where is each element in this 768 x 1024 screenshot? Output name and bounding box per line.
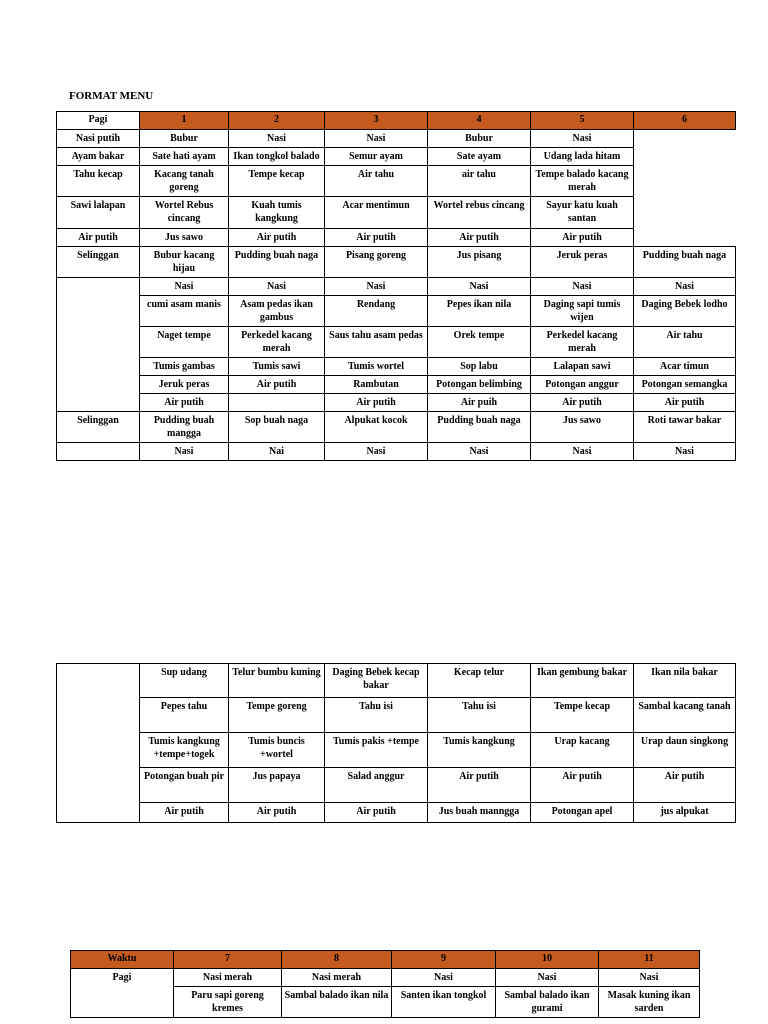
menu-cell: Tempe kecap [229, 166, 325, 197]
menu-cell: Acar mentimun [325, 197, 428, 229]
menu-cell: Sambal balado ikan nila [282, 987, 392, 1018]
menu-cell: Saus tahu asam pedas [325, 327, 428, 358]
menu-cell: Pepes ikan nila [428, 296, 531, 327]
menu-cell: Tumis buncis +wortel [229, 733, 325, 768]
menu-cell: Jeruk peras [531, 247, 634, 278]
menu-cell: Nasi [229, 130, 325, 148]
meal-time-label [57, 443, 140, 461]
menu-cell: Sayur katu kuah santan [531, 197, 634, 229]
menu-cell: Ayam bakar [57, 148, 140, 166]
table-row [57, 278, 736, 296]
table-row [57, 327, 736, 358]
menu-cell: Jus papaya [229, 768, 325, 803]
menu-cell: Kecap telur [428, 664, 531, 698]
day-header: 4 [428, 112, 531, 130]
table-row [57, 166, 736, 197]
menu-cell: Potongan buah pir [140, 768, 229, 803]
table-row [57, 698, 736, 733]
menu-cell: Tumis kangkung +tempe+togek [140, 733, 229, 768]
meal-time-label: Selinggan [57, 412, 140, 443]
menu-cell: Nasi [634, 443, 736, 461]
menu-cell: Air putih [531, 768, 634, 803]
menu-cell: Nasi merah [174, 969, 282, 987]
menu-cell: Air tahu [325, 166, 428, 197]
menu-table-1 [56, 111, 736, 461]
menu-cell: Sate ayam [428, 148, 531, 166]
menu-cell: Ikan gembung bakar [531, 664, 634, 698]
menu-cell: Tumis pakis +tempe [325, 733, 428, 768]
menu-cell: Air putih [531, 229, 634, 247]
day-header: 9 [392, 951, 496, 969]
menu-cell: Paru sapi goreng kremes [174, 987, 282, 1018]
menu-cell: Nasi [531, 278, 634, 296]
menu-cell: Air putih [634, 394, 736, 412]
table-row [57, 130, 736, 148]
menu-cell: Pudding buah naga [428, 412, 531, 443]
menu-cell: Potongan anggur [531, 376, 634, 394]
menu-cell: Santen ikan tongkol [392, 987, 496, 1018]
menu-cell: Perkedel kacang merah [229, 327, 325, 358]
menu-cell: Jus buah manngga [428, 803, 531, 823]
menu-cell: Nasi [531, 443, 634, 461]
menu-cell: Sambal kacang tanah [634, 698, 736, 733]
menu-cell: Air putih [229, 376, 325, 394]
table-header-row [71, 951, 700, 969]
menu-cell: Orek tempe [428, 327, 531, 358]
menu-cell: Nasi [428, 278, 531, 296]
table-row [57, 247, 736, 278]
menu-cell: Daging Bebek kecap bakar [325, 664, 428, 698]
menu-cell: Udang lada hitam [531, 148, 634, 166]
menu-cell: Tempe kecap [531, 698, 634, 733]
menu-cell: Jeruk peras [140, 376, 229, 394]
day-header: 7 [174, 951, 282, 969]
waktu-header: Waktu [71, 951, 174, 969]
menu-cell: Alpukat kocok [325, 412, 428, 443]
menu-cell: Air putih [57, 229, 140, 247]
menu-cell: Bubur [428, 130, 531, 148]
menu-cell: Sambal balado ikan gurami [496, 987, 599, 1018]
page-title: FORMAT MENU [69, 90, 154, 102]
meal-time-label: Pagi [57, 112, 140, 130]
menu-cell: Kacang tanah goreng [140, 166, 229, 197]
menu-cell: Nasi [229, 278, 325, 296]
menu-cell: Nasi [599, 969, 700, 987]
menu-cell: Sup udang [140, 664, 229, 698]
table-row [57, 197, 736, 229]
table-row [57, 664, 736, 698]
day-header: 6 [634, 112, 736, 130]
menu-cell: Nasi [634, 278, 736, 296]
menu-cell: Lalapan sawi [531, 358, 634, 376]
menu-cell: Pudding buah mangga [140, 412, 229, 443]
table-row [57, 803, 736, 823]
table-row [57, 148, 736, 166]
menu-cell: Perkedel kacang merah [531, 327, 634, 358]
menu-cell: Potongan belimbing [428, 376, 531, 394]
menu-cell: Ikan tongkol balado [229, 148, 325, 166]
menu-cell: Jus sawo [140, 229, 229, 247]
menu-cell: Jus pisang [428, 247, 531, 278]
menu-cell: Semur ayam [325, 148, 428, 166]
table-row [57, 296, 736, 327]
menu-cell: Naget tempe [140, 327, 229, 358]
menu-cell: Wortel rebus cincang [428, 197, 531, 229]
day-header: 2 [229, 112, 325, 130]
menu-cell: Jus sawo [531, 412, 634, 443]
menu-cell: Nasi [140, 443, 229, 461]
menu-cell: Air putih [634, 768, 736, 803]
table-row [57, 229, 736, 247]
menu-cell: Air putih [140, 803, 229, 823]
menu-cell: Air puih [428, 394, 531, 412]
table-row [57, 394, 736, 412]
menu-cell: Sop buah naga [229, 412, 325, 443]
menu-cell: Nasi [392, 969, 496, 987]
meal-time-label [57, 664, 140, 823]
menu-cell: Tumis wortel [325, 358, 428, 376]
menu-cell: Tempe goreng [229, 698, 325, 733]
menu-cell: Bubur [140, 130, 229, 148]
menu-cell: Rambutan [325, 376, 428, 394]
table-row [57, 733, 736, 768]
day-header: 10 [496, 951, 599, 969]
menu-cell: Nasi [325, 443, 428, 461]
table-row [57, 376, 736, 394]
menu-cell: Nasi [428, 443, 531, 461]
menu-cell: Ikan nila bakar [634, 664, 736, 698]
menu-cell: Nasi [496, 969, 599, 987]
menu-cell: Rendang [325, 296, 428, 327]
menu-cell: jus alpukat [634, 803, 736, 823]
table-row [57, 443, 736, 461]
menu-cell: Telur bumbu kuning [229, 664, 325, 698]
menu-cell: Air putih [325, 394, 428, 412]
menu-cell: Tumis kangkung [428, 733, 531, 768]
menu-cell: Sate hati ayam [140, 148, 229, 166]
menu-cell: Nasi putih [57, 130, 140, 148]
menu-cell: Pepes tahu [140, 698, 229, 733]
menu-cell: Potongan semangka [634, 376, 736, 394]
day-header: 5 [531, 112, 634, 130]
menu-cell: Air putih [140, 394, 229, 412]
menu-cell: Urap kacang [531, 733, 634, 768]
menu-cell: Pisang goreng [325, 247, 428, 278]
menu-cell: Air putih [229, 229, 325, 247]
menu-cell: air tahu [428, 166, 531, 197]
menu-cell: Sawi lalapan [57, 197, 140, 229]
menu-cell: Air putih [531, 394, 634, 412]
menu-cell: Asam pedas ikan gambus [229, 296, 325, 327]
menu-cell: Sop labu [428, 358, 531, 376]
menu-cell: Air putih [428, 229, 531, 247]
menu-cell: Tahu isi [428, 698, 531, 733]
menu-cell: Daging Bebek lodho [634, 296, 736, 327]
menu-cell: Air putih [229, 803, 325, 823]
menu-cell: Tempe balado kacang merah [531, 166, 634, 197]
menu-cell: Nasi [531, 130, 634, 148]
menu-cell: Tahu isi [325, 698, 428, 733]
menu-cell: Nasi [140, 278, 229, 296]
menu-cell: Kuah tumis kangkung [229, 197, 325, 229]
table-row [57, 768, 736, 803]
menu-cell: Roti tawar bakar [634, 412, 736, 443]
menu-table-3 [70, 950, 700, 1018]
table-header-row [57, 112, 736, 130]
table-row [57, 358, 736, 376]
day-header: 11 [599, 951, 700, 969]
table-row [57, 412, 736, 443]
menu-cell: Tahu kecap [57, 166, 140, 197]
menu-cell: Air putih [428, 768, 531, 803]
day-header: 8 [282, 951, 392, 969]
menu-cell: Nasi [325, 130, 428, 148]
menu-cell: Daging sapi tumis wijen [531, 296, 634, 327]
meal-time-label: Pagi [71, 969, 174, 1018]
menu-cell: Nai [229, 443, 325, 461]
menu-cell: Nasi [325, 278, 428, 296]
menu-cell: Pudding buah naga [229, 247, 325, 278]
menu-cell: Potongan apel [531, 803, 634, 823]
menu-cell: Acar timun [634, 358, 736, 376]
menu-cell: Air putih [325, 229, 428, 247]
menu-cell: Bubur kacang hijau [140, 247, 229, 278]
menu-cell [229, 394, 325, 412]
meal-time-label: Selinggan [57, 247, 140, 278]
menu-table-2 [56, 663, 736, 823]
menu-cell: Wortel Rebus cincang [140, 197, 229, 229]
menu-cell: Tumis gambas [140, 358, 229, 376]
menu-cell: Salad anggur [325, 768, 428, 803]
day-header: 3 [325, 112, 428, 130]
meal-time-label [57, 278, 140, 412]
menu-cell: Air tahu [634, 327, 736, 358]
menu-cell: Air putih [325, 803, 428, 823]
menu-cell: Nasi merah [282, 969, 392, 987]
day-header: 1 [140, 112, 229, 130]
menu-cell: cumi asam manis [140, 296, 229, 327]
table-row [71, 969, 700, 987]
menu-cell: Masak kuning ikan sarden [599, 987, 700, 1018]
menu-cell: Urap daun singkong [634, 733, 736, 768]
menu-cell: Tumis sawi [229, 358, 325, 376]
menu-cell: Pudding buah naga [634, 247, 736, 278]
